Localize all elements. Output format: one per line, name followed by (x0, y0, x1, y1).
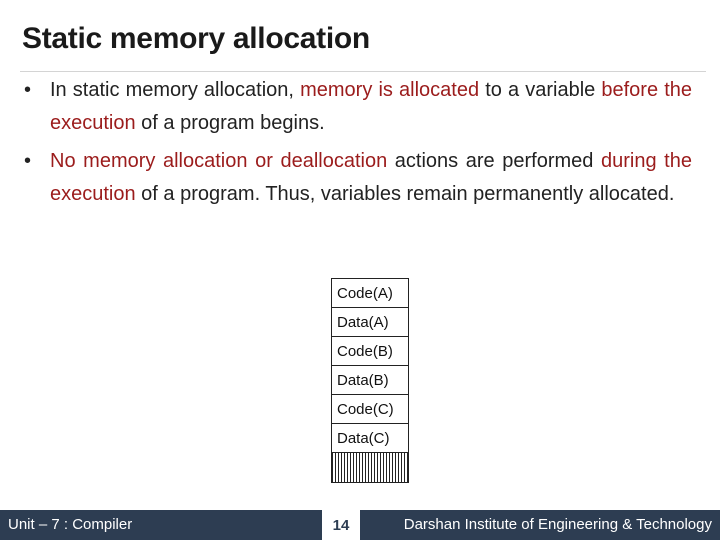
memory-cell-data-b: Data(B) (332, 366, 408, 395)
page-number: 14 (322, 510, 360, 540)
bullet-1-part-5: of a program begins. (135, 112, 325, 134)
bullet-2-part-4: of a program. Thus, variables remain permanently allocated. (135, 183, 675, 205)
bullet-2-text (50, 145, 692, 211)
bullet-2 (24, 145, 692, 211)
bullet-1-text (50, 74, 692, 140)
memory-cell-data-a: Data(A) (332, 308, 408, 337)
title-divider (20, 71, 706, 72)
footer-bar (0, 510, 720, 540)
footer-unit-label: Unit – 7 : Compiler (8, 516, 133, 533)
slide-title: Static memory allocation (22, 22, 370, 55)
bullet-1-part-3: to a variable (479, 79, 602, 101)
footer-institute: Darshan Institute of Engineering & Technology (403, 516, 712, 533)
bullet-2-part-2: actions are performed (387, 150, 601, 172)
memory-cell-data-c: Data(C) (332, 424, 408, 453)
memory-cell-code-a: Code(A) (332, 279, 408, 308)
bullet-1-part-1: In static memory allocation, (50, 79, 301, 101)
bullet-1-part-4: before the execution (50, 79, 693, 134)
memory-layout-diagram (331, 278, 409, 483)
memory-cell-code-b: Code(B) (332, 337, 408, 366)
bullet-dot: • (24, 79, 32, 101)
bullet-2-part-3: during the execution (50, 150, 692, 205)
bullet-1 (24, 74, 692, 140)
memory-cell-code-c: Code(C) (332, 395, 408, 424)
bullet-dot: • (24, 150, 32, 172)
bullet-2-part-1: No memory allocation or deallocation (50, 150, 388, 172)
bullet-1-part-2: memory is allocated (300, 79, 480, 101)
memory-free-area (332, 453, 408, 482)
